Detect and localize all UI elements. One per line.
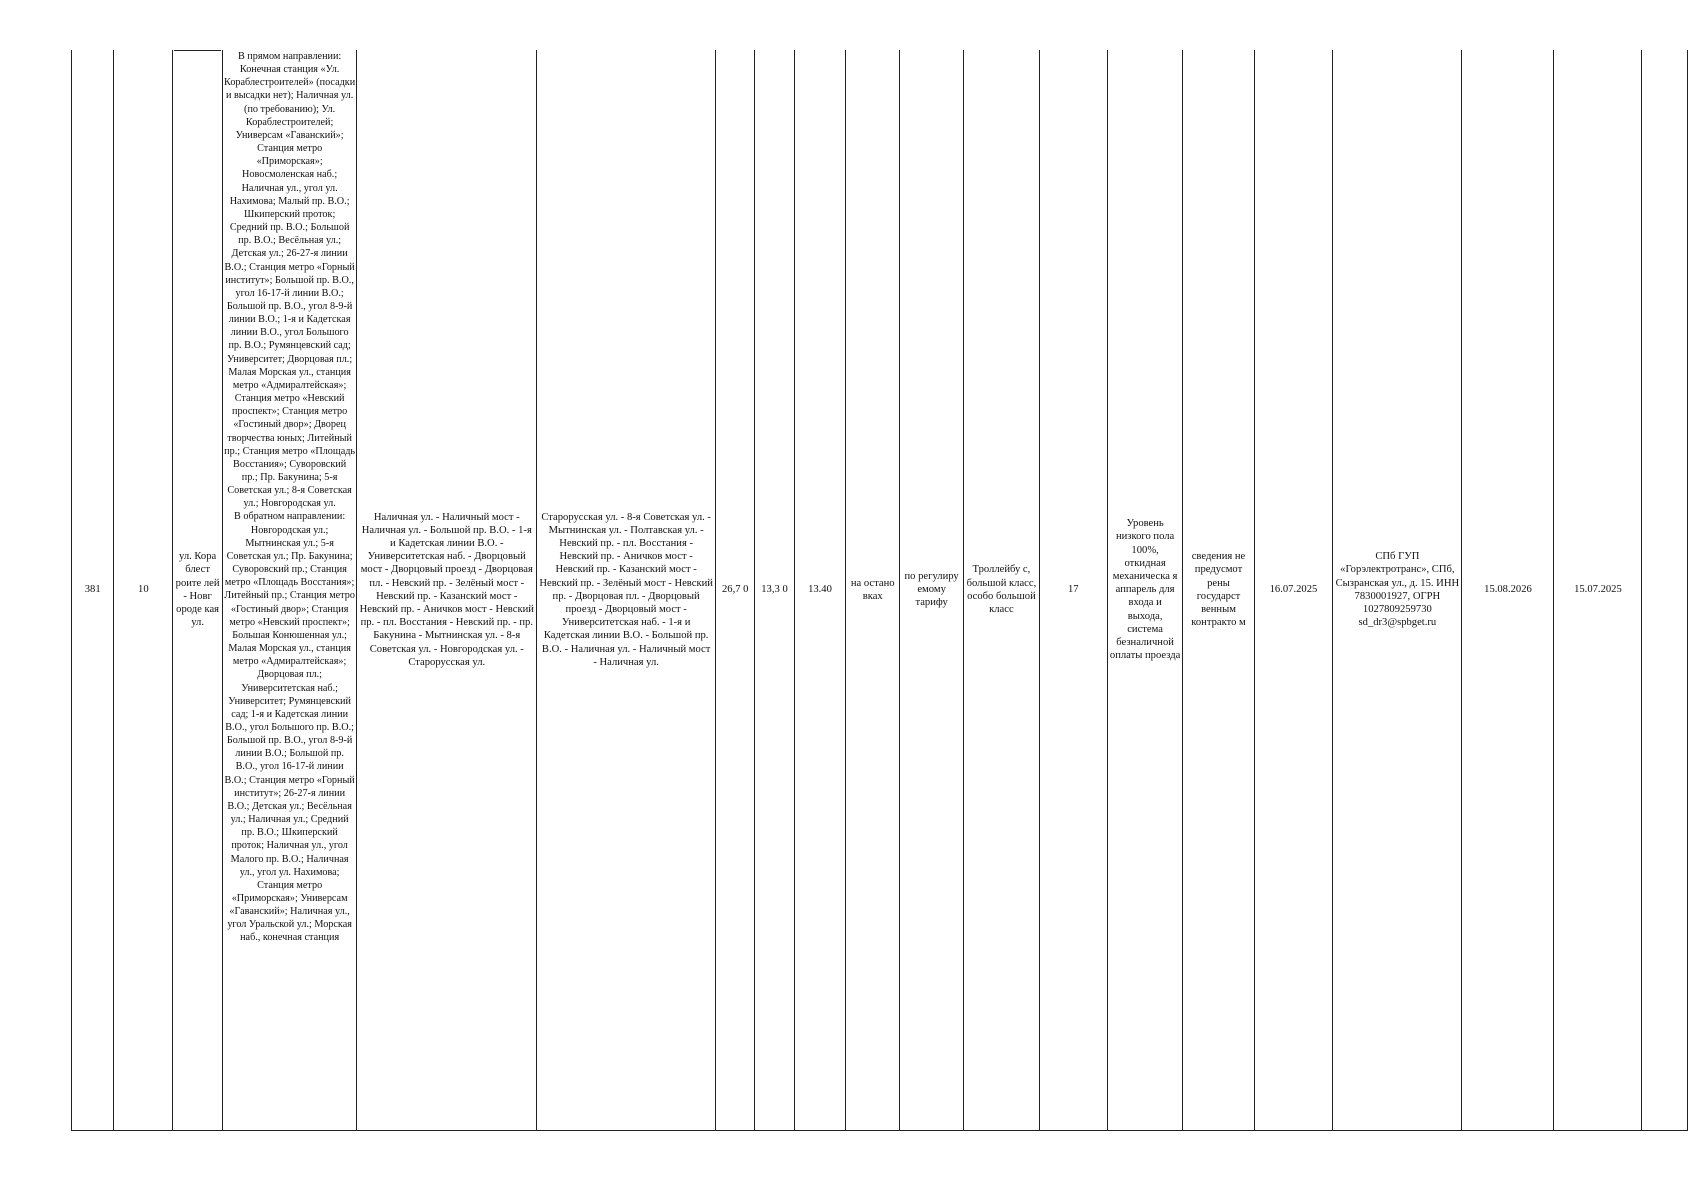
empty-cell — [1642, 50, 1688, 1130]
date-start: 16.07.2025 — [1254, 50, 1333, 1130]
tariff-type: по регулиру емому тарифу — [900, 50, 964, 1130]
path-backward: Старорусская ул. - 8-я Советская ул. - Мытнинская ул. - Полтавская ул. - Невский пр. - пл. Восстания - Невский пр. - Аничков мост - Невский пр. - Казанский мост - Невский пр. - Зелёный мост - Невский пр. - Дворцовая пл. - Дворцовый проезд - Дворцовый мост - Университетская наб. - 1-я и Кадетская линии В.О. - Большой пр. В.О. - Наличная ул. - Наличный мост - Наличная ул. — [537, 50, 716, 1130]
time-value: 13.40 — [794, 50, 846, 1130]
route-number: 10 — [114, 50, 173, 1130]
date-change: 15.07.2025 — [1554, 50, 1642, 1130]
row-number: 381 — [72, 50, 114, 1130]
path-forward: Наличная ул. - Наличный мост - Наличная ул. - Большой пр. В.О. - 1-я и Кадетская линии В.О. - Университетская наб. - Дворцовый мост - Дворцовый проезд - Дворцовая пл. - Невский пр. - Зелёный мост - Невский пр. - Казанский мост - Невский пр. - Аничков мост - Невский пр. - пл. Восстания - Невский пр. - пр. Бакунина - Мытнинская ул. - 8-я Советская ул. - Новгородская ул. - Старорусская ул. — [357, 50, 537, 1130]
route-name-cell — [173, 50, 223, 1130]
carrier-info: СПб ГУП «Горэлектротранс», СПб, Сызранская ул., д. 15. ИНН 7830001927, ОГРН 1027809259730 sd_dr3@spbget.ru — [1333, 50, 1462, 1130]
route-row — [72, 50, 1688, 1130]
vehicle-features: Уровень низкого пола 100%, откидная механическа я аппарель для входа и выхода, система безналичной оплаты проезда — [1107, 50, 1182, 1130]
length-forward: 26,7 0 — [716, 50, 755, 1130]
route-register-table — [71, 50, 1688, 1131]
vehicle-count: 17 — [1039, 50, 1107, 1130]
route-name: ул. Кора блест роите лей - Новг ороде кая ул. — [175, 551, 220, 629]
length-backward: 13,3 0 — [755, 50, 794, 1130]
vehicle-type: Троллейбу с, большой класс, особо большой класс — [964, 50, 1039, 1130]
stop-mode: на остано вках — [846, 50, 900, 1130]
date-end: 15.08.2026 — [1462, 50, 1554, 1130]
contract-info: сведения не предусмот рены государст венным контракто м — [1183, 50, 1254, 1130]
stops-list: В прямом направлении: Конечная станция «Ул. Кораблестроителей» (посадки и высадки нет); Наличная ул. (по требованию); Ул. Кораблестроителей; Универсам «Гаванский»; Станция метро «Приморская»; Новосмоленская наб.; Наличная ул., угол ул. Нахимова; Малый пр. В.О.; Шкиперский проток; Средний пр. В.О.; Большой пр. В.О.; Весёльная ул.; Детская ул.; 26-27-я линии В.О.; Станция метро «Горный институт»; Большой пр. В.О., угол 16-17-й линии В.О.; Большой пр. В.О., угол 8-9-й линии В.О.; 1-я и Кадетская линии В.О., угол Большого пр. В.О.; Румянцевский сад; Университет; Дворцовая пл.; Малая Морская ул., станция метро «Адмиралтейская»; Станция метро «Невский проспект»; Станция метро «Гостиный двор»; Дворец творчества юных; Литейный пр.; Станция метро «Площадь Восстания»; Суворовский пр.; Пр. Бакунина; 5-я Советская ул.; 8-я Советская ул.; Новгородская ул. В обратном направлении: Новгородская ул.; Мытнинская ул.; 5-я Советская ул.; Пр. Бакунина; Суворовский пр.; Станция метро «Площадь Восстания»; Литейный пр.; Станция метро «Гостиный двор»; Станция метро «Невский проспект»; Большая Конюшенная ул.; Малая Морская ул., станция метро «Адмиралтейская»; Дворцовая пл.; Университетская наб.; Университет; Румянцевский сад; 1-я и Кадетская линии В.О., угол Большого пр. В.О.; Большой пр. В.О., угол 8-9-й линии В.О.; Большой пр. В.О., угол 16-17-й линии В.О.; Станция метро «Горный институт»; 26-27-я линии В.О.; Детская ул.; Весёльная ул.; Наличная ул.; Средний пр. В.О.; Шкиперский проток; Наличная ул., угол Малого пр. В.О.; Наличная ул., угол ул. Нахимова; Станция метро «Приморская»; Универсам «Гаванский»; Наличная ул., угол Уральской ул.; Морская наб., конечная станция — [222, 50, 356, 1130]
